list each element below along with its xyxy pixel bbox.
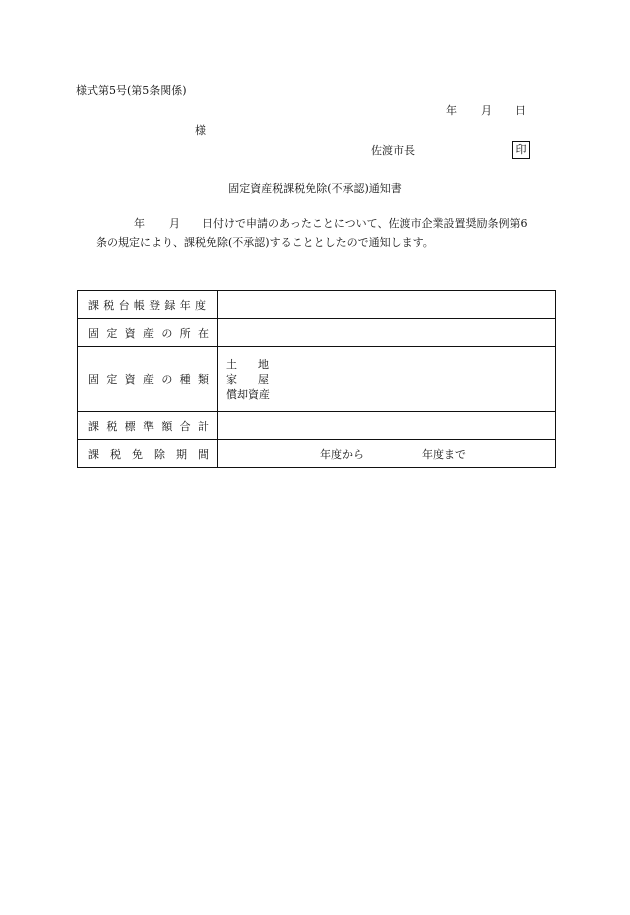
date-day-label: 日 [515, 104, 526, 117]
issuer-title: 佐渡市長 [371, 144, 415, 157]
asset-type-land: 土 地 [226, 357, 269, 371]
period-to: 年度まで [422, 447, 466, 461]
value-tax-base-total [218, 412, 556, 440]
date-month-label: 月 [481, 104, 492, 117]
body-paragraph-line1 [96, 217, 527, 231]
asset-type-building: 家 屋 [226, 372, 269, 386]
tax-info-table [77, 290, 556, 468]
label-registration-year: 課税台帳登録年度 [78, 291, 218, 319]
body-month: 月 [169, 217, 180, 230]
table-row [78, 440, 556, 468]
body-year: 年 [134, 217, 145, 230]
label-tax-base-total: 課税標準額合計 [78, 412, 218, 440]
label-asset-location: 固定資産の所在 [78, 319, 218, 347]
table-row [78, 412, 556, 440]
addressee-suffix: 様 [195, 124, 206, 137]
value-asset-location [218, 319, 556, 347]
asset-type-depreciable: 償却資産 [226, 387, 270, 401]
value-registration-year [218, 291, 556, 319]
body-text: 日付けで申請のあったことについて、佐渡市企業設置奨励条例第6 [202, 217, 528, 230]
form-number: 様式第5号(第5条関係) [76, 84, 187, 97]
date-year-label: 年 [446, 104, 457, 117]
document-title: 固定資産税課税免除(不承認)通知書 [228, 182, 402, 195]
body-paragraph-line2: 条の規定により、課税免除(不承認)することとしたので通知します。 [96, 236, 434, 249]
seal-stamp: 印 [512, 141, 530, 159]
value-asset-type [218, 347, 556, 412]
table-row [78, 291, 556, 319]
value-exemption-period [218, 440, 556, 468]
label-asset-type: 固定資産の種類 [78, 347, 218, 412]
table-row [78, 347, 556, 412]
label-exemption-period: 課税免除期間 [78, 440, 218, 468]
table-row [78, 319, 556, 347]
period-from: 年度から [320, 447, 364, 461]
